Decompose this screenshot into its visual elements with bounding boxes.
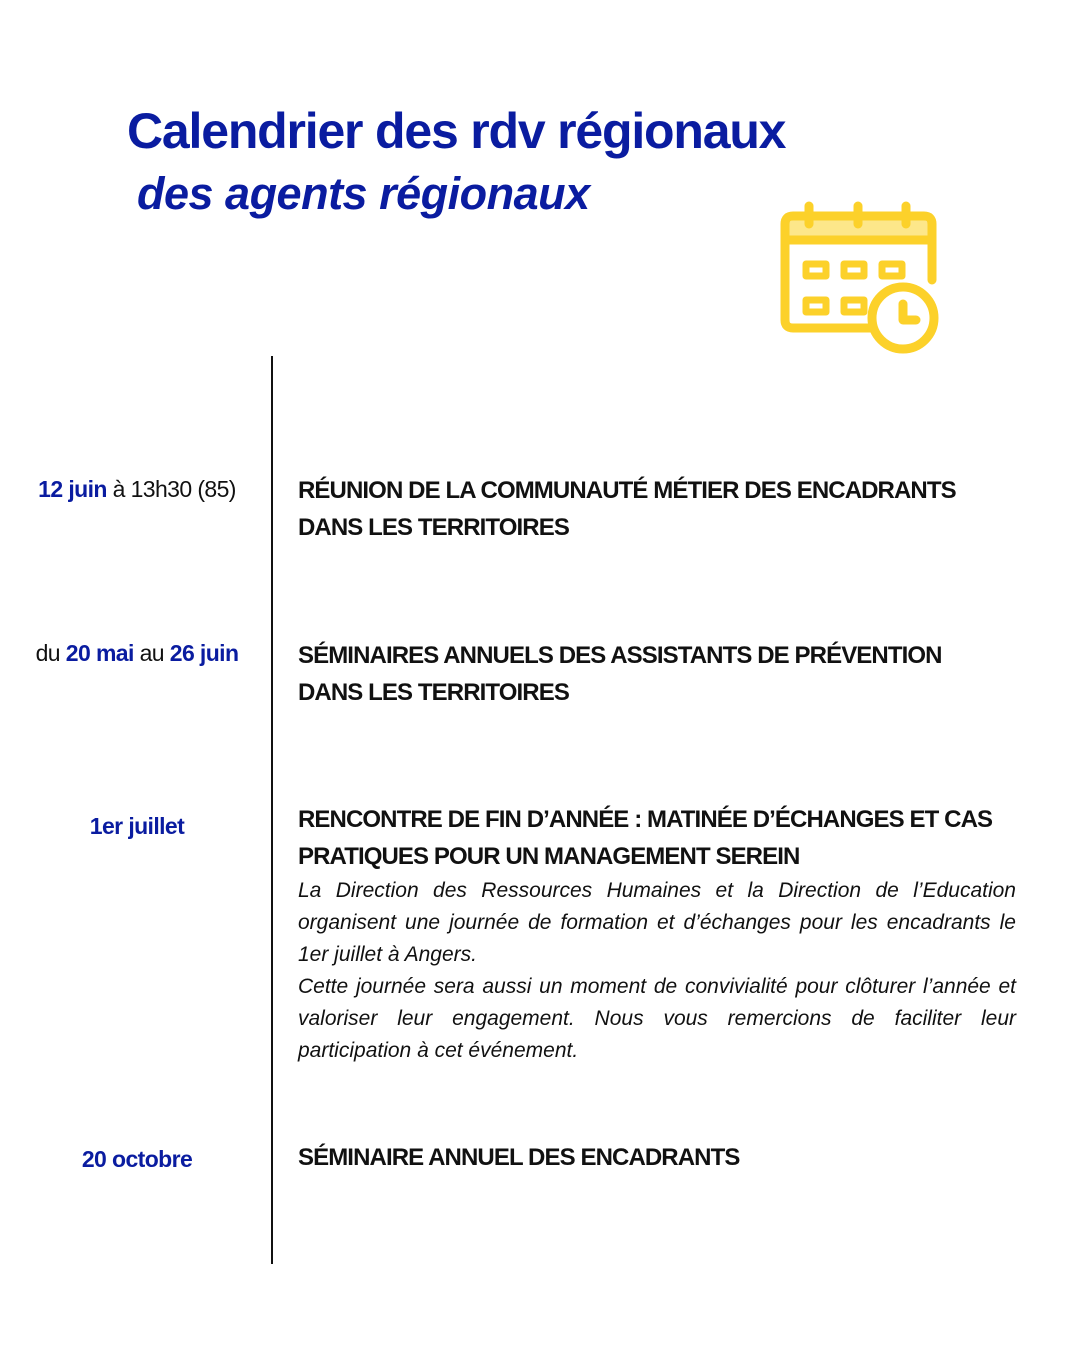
event-date-part: à 13h30 (85) xyxy=(106,476,236,502)
event-date-part: 20 octobre xyxy=(81,1146,193,1172)
event-description xyxy=(298,875,1016,1067)
event-date-part: 26 juin xyxy=(169,640,239,666)
event-title: RENCONTRE DE FIN D’ANNÉE : MATINÉE D’ÉCHANGES ET CAS PRATIQUES POUR UN MANAGEMENT SEREIN xyxy=(298,806,993,870)
page-title: Calendrier des rdv régionaux xyxy=(127,103,786,159)
event-title: SÉMINAIRES ANNUELS DES ASSISTANTS DE PRÉVENTION DANS LES TERRITOIRES xyxy=(298,642,942,706)
event-item xyxy=(298,801,1023,1067)
event-date-part: 12 juin xyxy=(38,476,107,502)
event-date-part: au xyxy=(133,640,170,666)
event-date xyxy=(2,476,272,503)
event-item xyxy=(298,1139,1023,1176)
description-paragraph: Cette journée sera aussi un moment de convivialité pour clôturer l’année et valoriser leur engagement. Nous vous remercions de faciliter leur participation à cet événement. xyxy=(298,975,1016,1062)
description-paragraph: La Direction des Ressources Humaines et la Direction de l’Education organisent une journée de formation et d’échanges pour les encadrants le 1er juillet à Angers. xyxy=(298,879,1016,966)
calendar-clock-icon xyxy=(776,200,942,360)
event-item xyxy=(298,472,1023,546)
page-subtitle: des agents régionaux xyxy=(137,168,590,219)
event-date-part: du xyxy=(35,640,66,666)
event-date xyxy=(2,640,272,667)
event-date xyxy=(2,1146,272,1173)
event-date xyxy=(2,813,272,840)
event-item xyxy=(298,637,1023,711)
event-date-part: 20 mai xyxy=(65,640,134,666)
event-title: SÉMINAIRE ANNUEL DES ENCADRANTS xyxy=(298,1144,740,1171)
event-date-part: 1er juillet xyxy=(89,813,185,839)
event-title: RÉUNION DE LA COMMUNAUTÉ MÉTIER DES ENCADRANTS DANS LES TERRITOIRES xyxy=(298,477,956,541)
